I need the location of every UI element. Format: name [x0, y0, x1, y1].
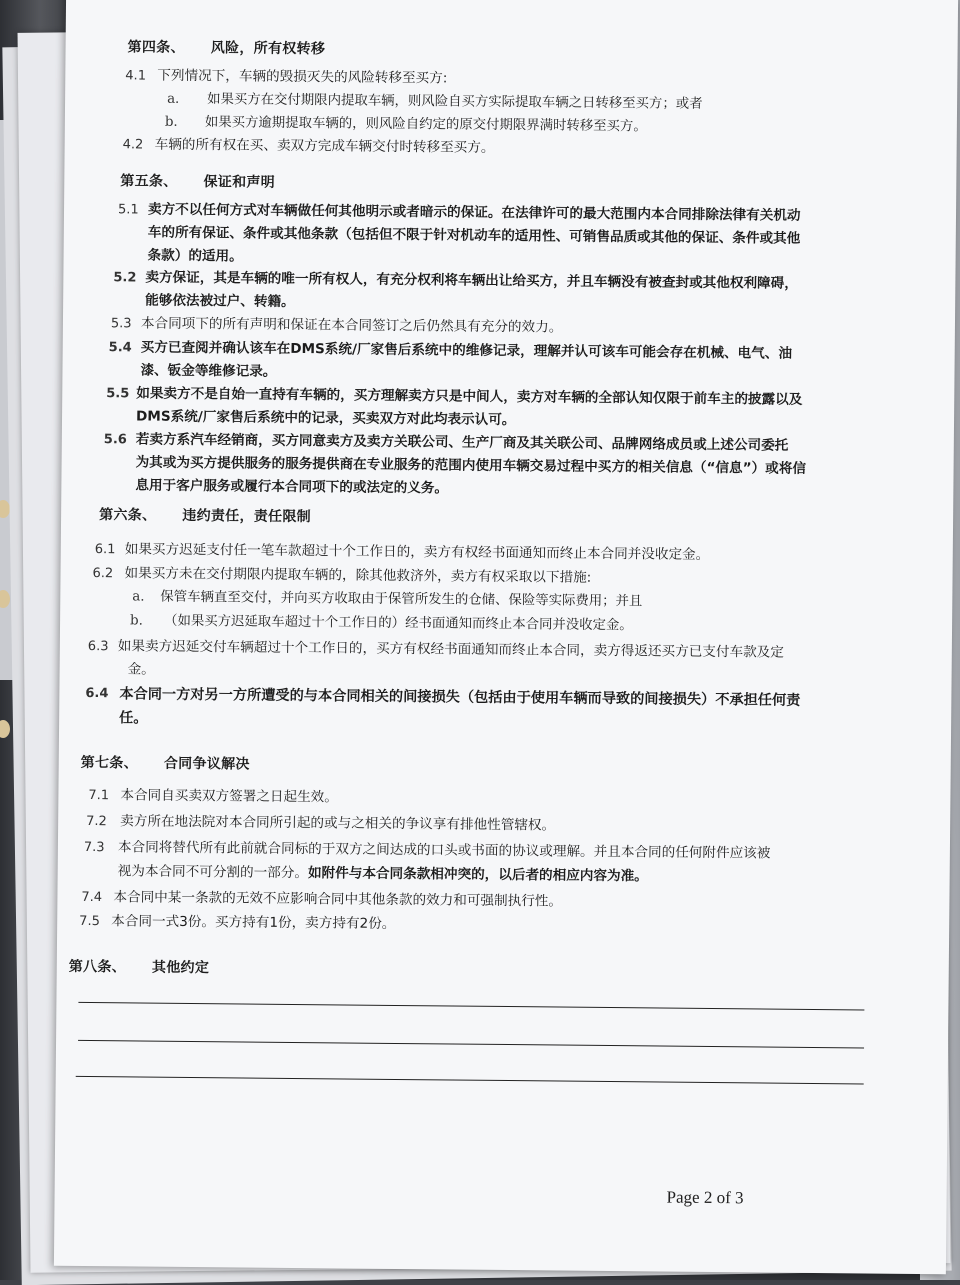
article-number: 第八条、: [68, 958, 127, 976]
clause-text-line: 能够依法被过户、转籍。: [145, 292, 295, 310]
blank-fill-line[interactable]: [78, 1040, 864, 1049]
item-text: 如果买方逾期提取车辆的，则风险自约定的原交付期限界满时转移至买方。: [204, 115, 647, 135]
clause-text: 本合同中某一条款的无效不应影响合同中其他条款的效力和可强制执行性。: [113, 889, 563, 910]
clause-number: 7.4: [81, 889, 103, 906]
clause-text-line: 若卖方系汽车经销商，买方同意卖方及卖方关联公司、生产厂商及其关联公司、品牌网络成员或上述公司委托: [135, 431, 789, 454]
clause-text-line: 卖方不以任何方式对车辆做任何其他明示或者暗示的保证。在法律许可的最大范围内本合同排除法律有关机动: [147, 201, 801, 224]
article-5-heading: [120, 170, 275, 191]
clause-text: 车辆的所有权在买、卖双方完成车辆交付时转移至买方。: [154, 136, 495, 156]
clause-number: 7.2: [86, 813, 107, 830]
item-letter: b.: [164, 114, 178, 130]
clause-text-line: 如果卖方不是自始一直持有车辆的，买方理解卖方只是中间人，卖方对车辆的全部认知仅限于前车主的披露以及: [136, 385, 803, 408]
clause-text-line: 如果卖方迟延交付车辆超过十个工作日的，买方有权经书面通知而终止本合同，卖方得返还买方已支付车款及定: [117, 638, 784, 661]
clause-text-line: 视为本合同不可分割的一部分。: [117, 863, 309, 882]
item-text: 保管车辆直至交付，并向买方收取由于保管所发生的仓储、保险等实际费用；并且: [160, 589, 643, 610]
clause-text-line: 车的所有保证、条件或其他条款（包括但不限于针对机动车的适用性、可销售品质或其他的保证、条件或其他: [147, 224, 801, 247]
article-number: 第四条、: [127, 39, 185, 56]
clause-text: 下列情况下，车辆的毁损灭失的风险转移至买方:: [157, 67, 448, 87]
clause-text: 本合同一式3份。买方持有1份，卖方持有2份。: [111, 913, 396, 932]
clause-number: 5.2: [113, 270, 137, 286]
clause-number: 7.3: [83, 839, 105, 856]
clause-number: 5.5: [106, 386, 130, 402]
binder-ring: [0, 590, 10, 608]
article-title: 违约责任，责任限制: [182, 507, 312, 526]
clause-5-1: [117, 198, 801, 268]
article-title: 风险，所有权转移: [210, 40, 326, 58]
clause-text: 如果买方未在交付期限内提取车辆的，除其他救济外，卖方有权采取以下措施:: [124, 565, 592, 586]
blank-fill-line[interactable]: [78, 1002, 864, 1011]
article-4-heading: [128, 36, 326, 58]
clause-text: 卖方所在地法院对本合同所引起的或与之相关的争议享有排他性管辖权。: [120, 813, 556, 834]
article-title: 合同争议解决: [163, 755, 250, 773]
item-letter: b.: [130, 613, 144, 629]
clause-text: 如果买方迟延支付任一笔车款超过十个工作日的，卖方有权经书面通知而终止本合同并没收定金。: [124, 541, 710, 563]
clause-number: 4.1: [125, 68, 147, 84]
article-7-heading: [81, 752, 250, 774]
clause-number: 7.5: [79, 913, 100, 930]
item-letter: a.: [132, 589, 145, 605]
clause-number: 5.4: [108, 340, 132, 356]
clause-text-line: DMS系统/厂家售后系统中的记录，买卖双方对此均表示认可。: [135, 408, 516, 429]
contract-page: [54, 0, 958, 1274]
article-number: 第七条、: [80, 754, 139, 772]
clause-text-line: 卖方保证，其是车辆的唯一所有权人，有充分权利将车辆出让给买方，并且车辆没有被查封或其他权利障碍，: [145, 269, 798, 292]
clause-number: 6.1: [94, 542, 116, 558]
clause-number: 5.1: [117, 202, 139, 218]
clause-text: 本合同项下的所有声明和保证在本合同签订之后仍然具有充分的效力。: [140, 315, 563, 336]
clause-text-line: 漆、钣金等维修记录。: [140, 362, 277, 380]
blank-fill-line[interactable]: [76, 1076, 864, 1085]
clause-text-line: 金。: [127, 661, 155, 678]
article-title: 保证和声明: [203, 174, 276, 191]
clause-number: 6.4: [85, 685, 109, 702]
item-text: （如果买方迟延取车超过十个工作日的）经书面通知而终止本合同并没收定金。: [164, 613, 633, 634]
article-title: 其他约定: [151, 959, 210, 977]
clause-number: 5.6: [103, 432, 127, 448]
clause-number: 4.2: [122, 137, 144, 153]
article-number: 第六条、: [99, 507, 157, 524]
article-8-heading: [69, 956, 210, 977]
item-letter: a.: [167, 91, 180, 107]
clause-number: 6.2: [92, 566, 114, 582]
article-number: 第五条、: [120, 173, 178, 190]
clause-text-line: 任。: [119, 710, 148, 727]
clause-text-line: 本合同将替代所有此前就合同标的于双方之间达成的口头或书面的协议或理解。并且本合同的任何附件应该被: [117, 839, 771, 862]
clause-number: 6.3: [87, 638, 109, 655]
clause-text: 本合同自买卖双方签署之日起生效。: [120, 787, 338, 806]
article-6-heading: [99, 504, 311, 526]
clause-text-line: 息用于客户服务或履行本合同项下的或法定的义务。: [135, 477, 449, 497]
clause-text-line: 本合同一方对另一方所遭受的与本合同相关的间接损失（包括由于使用车辆而导致的间接损失）不承担任何责: [119, 686, 801, 709]
page-number: Page 2 of 3: [666, 1187, 744, 1208]
clause-number: 5.3: [110, 316, 132, 332]
item-text: 如果买方在交付期限内提取车辆，则风险自买方实际提取车辆之日转移至买方；或者: [207, 92, 703, 112]
clause-text-line: 买方已查阅并确认该车在DMS系统/厂家售后系统中的维修记录，理解并认可该车可能会存在机械、电气、油: [140, 339, 793, 362]
clause-bold-text: 如附件与本合同条款相冲突的，以后者的相应内容为准。: [307, 865, 648, 885]
clause-number: 7.1: [88, 787, 110, 804]
clause-text-line: 条款）的适用。: [147, 247, 243, 265]
clause-text-line: 为其或为买方提供服务的服务提供商在专业服务的范围内使用车辆交易过程中买方的相关信息（“信息”）或将信: [135, 454, 807, 477]
